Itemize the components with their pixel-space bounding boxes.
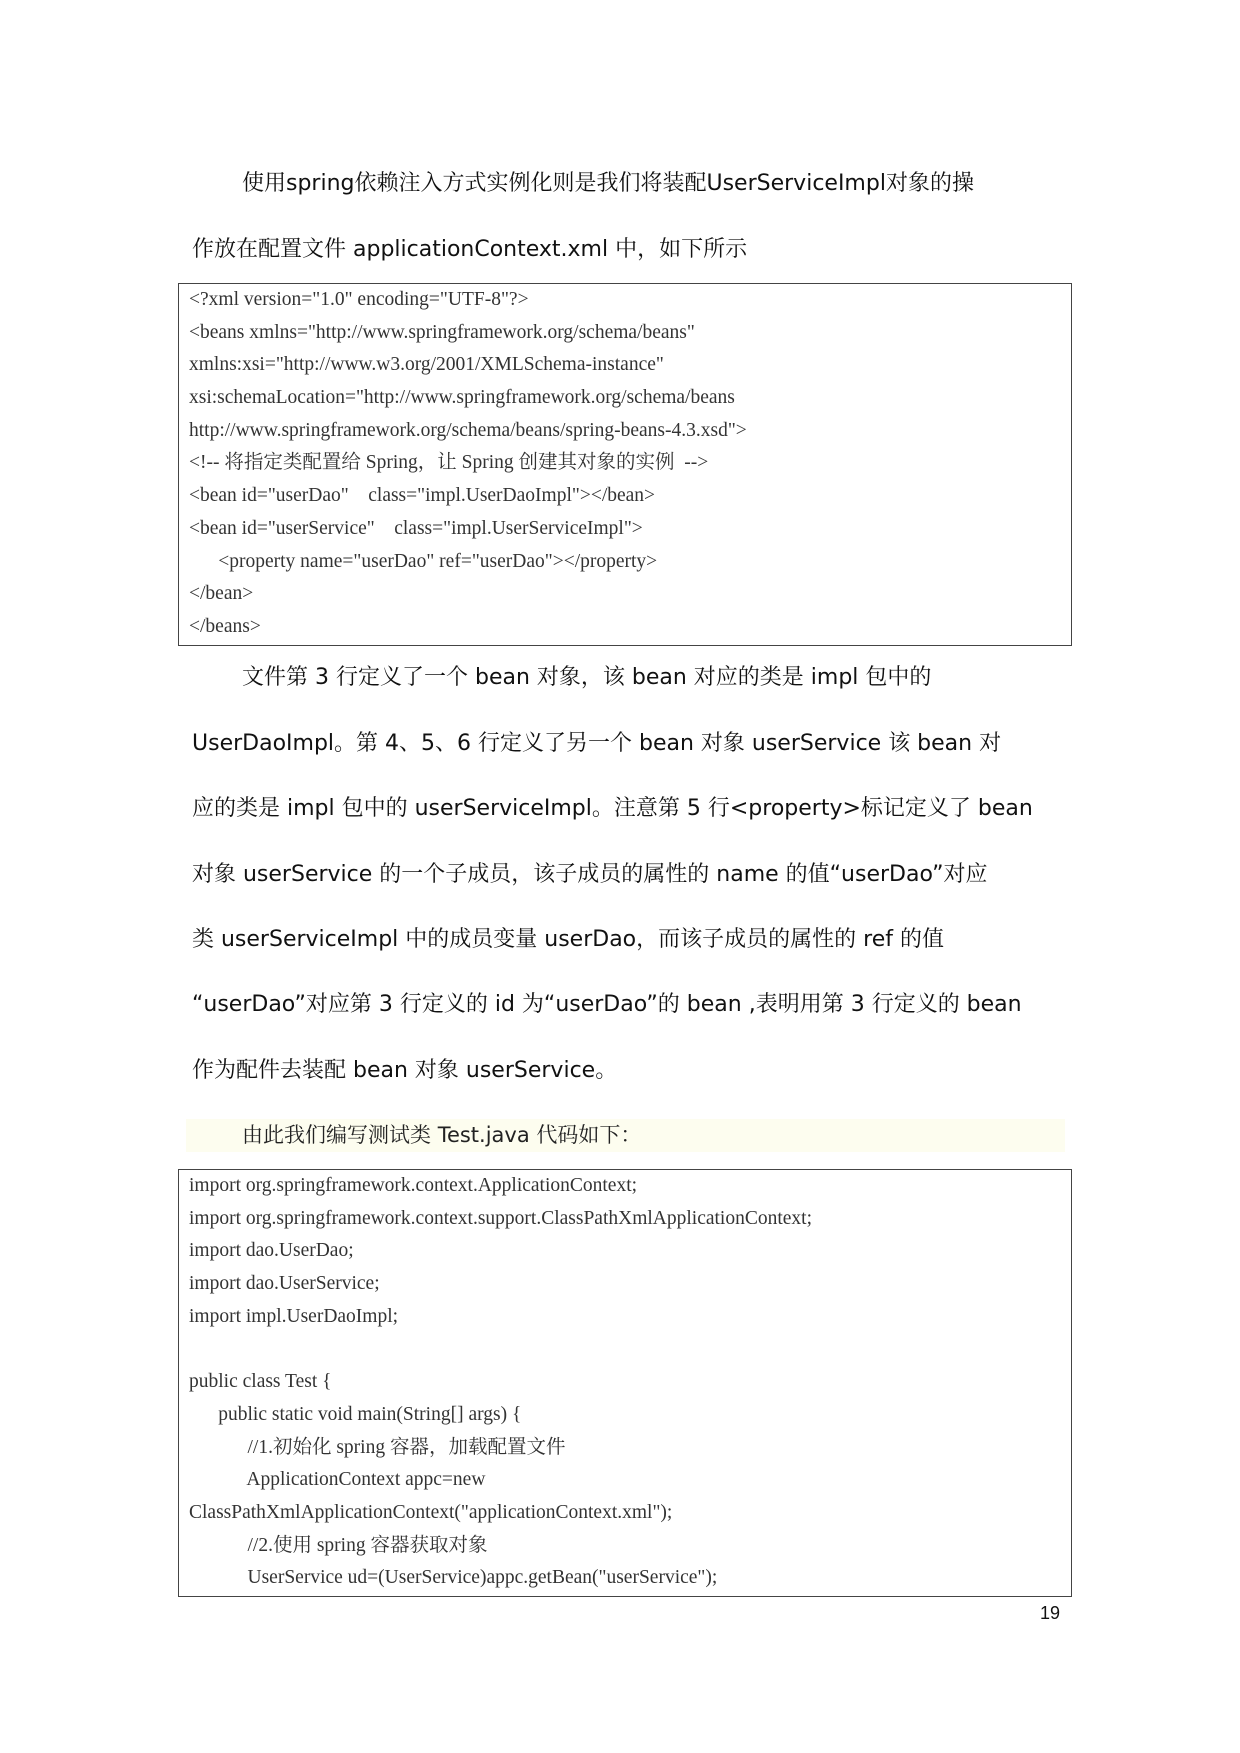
- explanation-line: “userDao”对应第 3 行定义的 id 为“userDao”的 bean ,表明用第 3 行定义的 bean: [192, 992, 1022, 1017]
- code-line: import dao.UserService;: [189, 1273, 380, 1295]
- code-line: //2.使用 spring 容器获取对象: [189, 1534, 488, 1556]
- code-line: <bean id="userService" class="impl.UserServiceImpl">: [189, 517, 643, 539]
- code-line: public class Test {: [189, 1371, 332, 1393]
- code-line: <property name="userDao" ref="userDao"></property>: [189, 550, 658, 572]
- intro-line: 使用spring依赖注入方式实例化则是我们将装配UserServiceImpl对象的操: [242, 171, 974, 196]
- code-line: <?xml version="1.0" encoding="UTF-8"?>: [189, 289, 529, 310]
- explanation-line: UserDaoImpl。第 4、5、6 行定义了另一个 bean 对象 userService 该 bean 对: [192, 731, 1002, 756]
- code-line: </beans>: [189, 615, 261, 637]
- code-line: [189, 1333, 812, 1366]
- code-line: //1.初始化 spring 容器，加载配置文件: [189, 1436, 566, 1458]
- explanation-line: 类 userServiceImpl 中的成员变量 userDao，而该子成员的属性的 ref 的值: [192, 927, 944, 952]
- xml-code: [189, 284, 747, 644]
- explanation-line: 作为配件去装配 bean 对象 userService。: [192, 1058, 618, 1083]
- explanation-line: 应的类是 impl 包中的 userServiceImpl。注意第 5 行<property>标记定义了 bean: [192, 796, 1033, 821]
- explanation-line: 文件第 3 行定义了一个 bean 对象，该 bean 对应的类是 impl 包中的: [242, 665, 932, 690]
- code-line: public static void main(String[] args) {: [189, 1403, 522, 1425]
- code-line: ApplicationContext appc=new: [189, 1469, 486, 1491]
- code-line: ClassPathXmlApplicationContext("applicationContext.xml");: [189, 1501, 673, 1523]
- explanation-line: 对象 userService 的一个子成员，该子成员的属性的 name 的值“userDao”对应: [192, 862, 988, 887]
- test-heading-suffix: 代码如下：: [529, 1123, 642, 1147]
- test-heading: [242, 1119, 641, 1152]
- code-line: import impl.UserDaoImpl;: [189, 1305, 399, 1327]
- code-line: import org.springframework.context.support.ClassPathXmlApplicationContext;: [189, 1207, 813, 1229]
- test-heading-prefix: 由此我们编写测试类: [242, 1123, 438, 1147]
- code-line: xsi:schemaLocation="http://www.springframework.org/schema/beans: [189, 387, 735, 409]
- xml-code-block: [178, 283, 1072, 646]
- test-heading-highlight: [186, 1119, 1065, 1152]
- code-line: xmlns:xsi="http://www.w3.org/2001/XMLSchema-instance": [189, 354, 664, 376]
- code-line: <beans xmlns="http://www.springframework.org/schema/beans": [189, 321, 695, 343]
- code-line: <bean id="userDao" class="impl.UserDaoImpl"></bean>: [189, 485, 656, 507]
- intro-line: 作放在配置文件 applicationContext.xml 中，如下所示: [192, 237, 748, 262]
- page-number: 19: [1040, 1603, 1061, 1623]
- code-line: import org.springframework.context.ApplicationContext;: [189, 1175, 638, 1196]
- java-code-block: [178, 1169, 1072, 1597]
- code-line: import dao.UserDao;: [189, 1240, 354, 1262]
- code-line: <!-- 将指定类配置给 Spring，让 Spring 创建其对象的实例 -->: [189, 452, 709, 474]
- code-line: </bean>: [189, 583, 254, 605]
- test-heading-filename: Test.java: [437, 1123, 530, 1147]
- code-line: UserService ud=(UserService)appc.getBean("userService");: [189, 1567, 718, 1589]
- java-code: [189, 1170, 812, 1595]
- code-line: http://www.springframework.org/schema/beans/spring-beans-4.3.xsd">: [189, 419, 747, 441]
